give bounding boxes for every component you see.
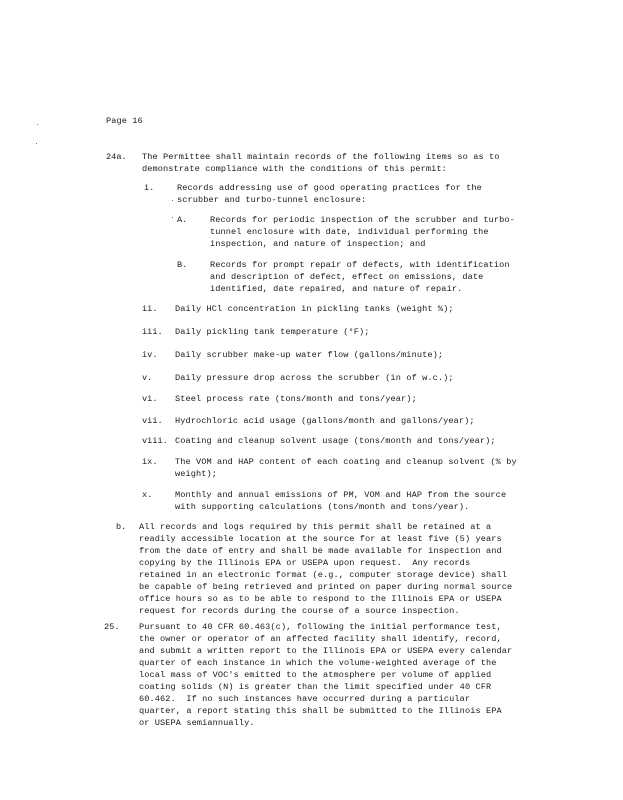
- item-label-ix: ix.: [142, 457, 158, 467]
- section-b-line-2: readily accessible location at the source for at least five (5) years: [139, 534, 502, 544]
- subitem-a-line-2: tunnel enclosure with date, individual performing the: [210, 227, 489, 237]
- section-25-line-2: the owner or operator of an affected facility shall identify, record,: [139, 634, 502, 644]
- item-label-iii: iii.: [142, 327, 163, 337]
- item-label-vii: vii.: [142, 416, 163, 426]
- item-label-viii: viii.: [142, 436, 168, 446]
- subitem-label-b: B.: [177, 260, 188, 270]
- section-25-line-9: or USEPA semiannually.: [139, 718, 255, 728]
- item-vi-line-1: Steel process rate (tons/month and tons/year);: [175, 394, 417, 404]
- item-i-line-2: scrubber and turbo-tunnel enclosure:: [177, 195, 367, 205]
- scan-speck: [37, 124, 38, 125]
- section-b-line-3: from the date of entry and shall be made available for inspection and: [139, 546, 502, 556]
- page-number: Page 16: [106, 116, 143, 126]
- item-vii-line-1: Hydrochloric acid usage (gallons/month and gallons/year);: [175, 416, 475, 426]
- item-label-iv: iv.: [142, 350, 158, 360]
- section-25-line-7: 60.462. If no such instances have occurred during a particular: [139, 694, 471, 704]
- section-24a-line-1: The Permittee shall maintain records of the following items so as to: [142, 152, 500, 162]
- subitem-b-line-2: and description of defect, effect on emissions, date: [210, 272, 484, 282]
- section-24a-line-2: demonstrate compliance with the conditions of this permit:: [142, 164, 447, 174]
- subitem-b-line-3: identified, date repaired, and nature of repair.: [210, 284, 463, 294]
- item-label-v: v.: [142, 373, 153, 383]
- item-label-x: x.: [142, 490, 153, 500]
- subitem-b-line-1: Records for prompt repair of defects, with identification: [210, 260, 510, 270]
- scan-speck: [172, 217, 173, 218]
- section-25-line-8: quarter, a report stating this shall be submitted to the Illinois EPA: [139, 706, 502, 716]
- scan-speck: [172, 200, 173, 201]
- section-25-line-6: coating solids (N) is greater than the limit specified under 40 CFR: [139, 682, 492, 692]
- item-ii-line-1: Daily HCl concentration in pickling tanks (weight %);: [175, 304, 454, 314]
- section-label-b: b.: [116, 522, 127, 532]
- subitem-a-line-3: inspection, and nature of inspection; and: [210, 239, 426, 249]
- section-label-25: 25.: [104, 622, 120, 632]
- item-i-line-1: Records addressing use of good operating practices for the: [177, 183, 482, 193]
- subitem-label-a: A.: [177, 215, 188, 225]
- section-b-line-4: copying by the Illinois EPA or USEPA upon request. Any records: [139, 558, 471, 568]
- section-label-24a: 24a.: [106, 152, 127, 162]
- item-label-ii: ii.: [142, 304, 158, 314]
- item-x-line-1: Monthly and annual emissions of PM, VOM and HAP from the source: [175, 490, 507, 500]
- section-b-line-1: All records and logs required by this permit shall be retained at a: [139, 522, 492, 532]
- section-b-line-6: be capable of being retrieved and printed on paper during normal source: [139, 582, 513, 592]
- section-b-line-7: office hours so as to be able to respond to the Illinois EPA or USEPA: [139, 594, 502, 604]
- item-label-vi: vi.: [142, 394, 158, 404]
- item-iii-line-1: Daily pickling tank temperature (°F);: [175, 327, 370, 337]
- section-25-line-3: and submit a written report to the Illinois EPA or USEPA every calendar: [139, 646, 513, 656]
- subitem-a-line-1: Records for periodic inspection of the scrubber and turbo-: [210, 215, 515, 225]
- item-iv-line-1: Daily scrubber make-up water flow (gallons/minute);: [175, 350, 444, 360]
- item-ix-line-1: The VOM and HAP content of each coating and cleanup solvent (% by: [175, 457, 517, 467]
- item-v-line-1: Daily pressure drop across the scrubber (in of w.c.);: [175, 373, 454, 383]
- item-label-i: i.: [144, 183, 155, 193]
- section-b-line-5: retained in an electronic format (e.g., computer storage device) shall: [139, 570, 507, 580]
- scan-speck: [36, 143, 37, 144]
- section-25-line-1: Pursuant to 40 CFR 60.463(c), following the initial performance test,: [139, 622, 502, 632]
- item-ix-line-2: weight);: [175, 469, 218, 479]
- section-25-line-4: quarter of each instance in which the volume-weighted average of the: [139, 658, 497, 668]
- item-viii-line-1: Coating and cleanup solvent usage (tons/month and tons/year);: [175, 436, 496, 446]
- section-b-line-8: request for records during the course of a source inspection.: [139, 606, 460, 616]
- item-x-line-2: with supporting calculations (tons/month and tons/year).: [175, 502, 470, 512]
- section-25-line-5: local mass of VOC's emitted to the atmosphere per volume of applied: [139, 670, 492, 680]
